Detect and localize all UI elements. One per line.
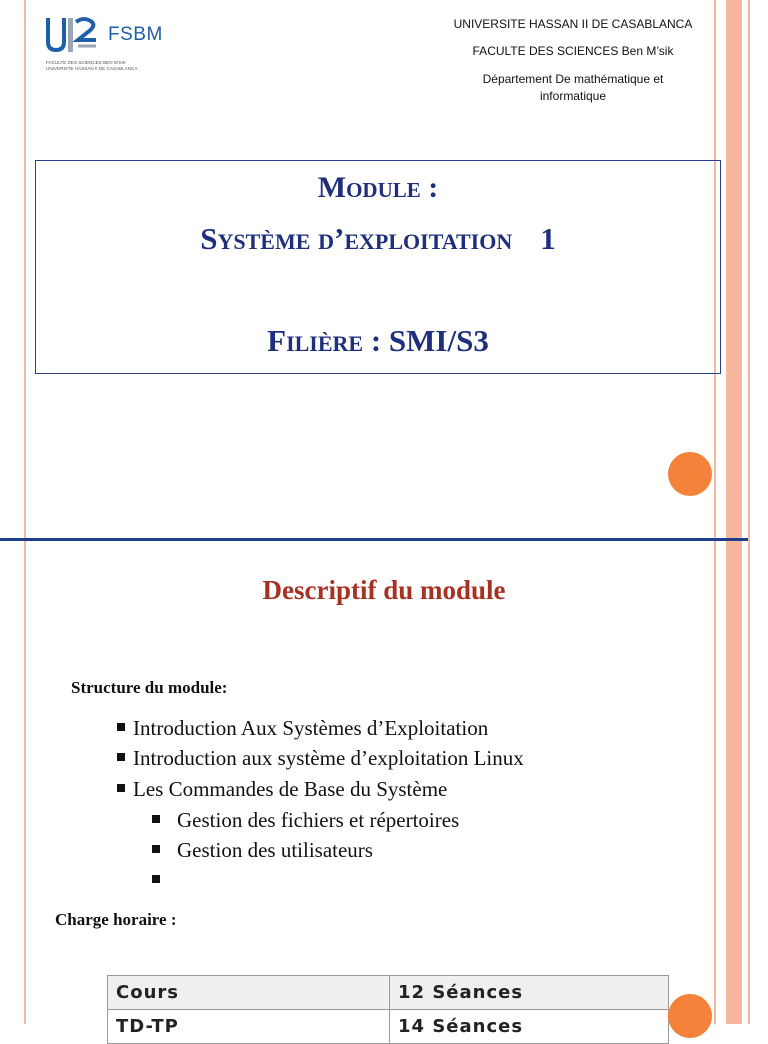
sub-list-item	[152, 868, 177, 893]
sub-list-item: Gestion des utilisateurs	[152, 838, 373, 863]
orange-circle-decoration	[668, 994, 712, 1038]
table-cell: 12 Séances	[390, 976, 669, 1010]
faculty-name: FACULTE DES SCIENCES Ben M’sik	[472, 44, 674, 58]
hours-table	[107, 975, 669, 1044]
module-name	[36, 221, 720, 257]
bullet-icon	[117, 784, 125, 792]
fsbm-logo	[44, 16, 174, 72]
orange-circle-decoration	[668, 452, 712, 496]
table-cell: 14 Séances	[390, 1010, 669, 1044]
university-emblem-icon	[44, 16, 100, 56]
department-line-1: Département De mathématique et	[482, 72, 664, 86]
list-item: Introduction Aux Systèmes d’Exploitation	[117, 716, 488, 741]
bullet-icon	[152, 815, 160, 823]
table-cell: TD-TP	[108, 1010, 390, 1044]
filiere-label: Filière : SMI/S3	[267, 323, 489, 358]
list-item: Introduction aux système d’exploitation Linux	[117, 746, 524, 771]
table-cell: Cours	[108, 976, 390, 1010]
structure-label: Structure du module:	[71, 678, 228, 697]
bullet-icon	[117, 723, 125, 731]
logo-subtitle-1: FACULTE DES SCIENCES BEN M'SIK	[46, 60, 126, 65]
university-name: UNIVERSITE HASSAN II DE CASABLANCA	[453, 17, 693, 31]
bullet-icon	[152, 845, 160, 853]
logo-subtitle-2: UNIVERSITE HASSAN II DE CASABLANCA	[46, 66, 138, 71]
page-separator	[0, 538, 748, 541]
module-number: 1	[540, 221, 556, 256]
module-name-text: Système d’exploitation	[200, 221, 513, 256]
logo-text: FSBM	[108, 24, 163, 45]
charge-label: Charge horaire :	[55, 910, 177, 929]
sub-list-item: Gestion des fichiers et répertoires	[152, 808, 459, 833]
bullet-icon	[152, 875, 160, 883]
table-row	[108, 976, 669, 1010]
department-line-2: informatique	[539, 89, 607, 103]
module-label: Module :	[317, 171, 439, 204]
title-box	[35, 160, 721, 374]
list-item: Les Commandes de Base du Système	[117, 777, 447, 802]
page-title: Descriptif du module	[262, 575, 506, 605]
bullet-icon	[117, 753, 125, 761]
table-row	[108, 1010, 669, 1044]
